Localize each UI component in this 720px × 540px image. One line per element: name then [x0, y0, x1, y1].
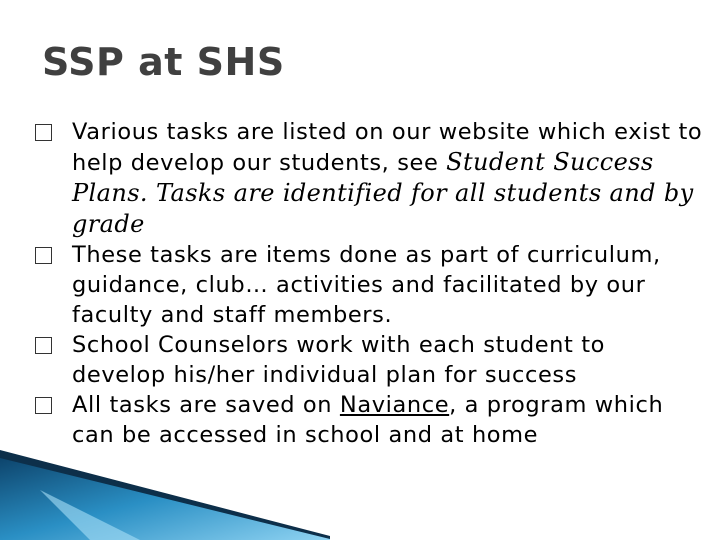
bullet-item [35, 240, 705, 330]
bullet-marker-icon [35, 124, 52, 141]
bullet-text: School Counselors work with each student to develop his/her individual plan for success [72, 332, 606, 388]
bullet-text: Various tasks are listed on our website which exist to help develop our students, see [72, 119, 703, 176]
bullet-italic-text: Student Success Plans. Tasks are identified for all students and by grade [72, 148, 694, 238]
bullet-marker-icon [35, 397, 52, 414]
bullet-item [35, 117, 705, 240]
bullet-marker-icon [35, 247, 52, 264]
naviance-link[interactable]: Naviance [339, 392, 450, 418]
bullet-item [35, 330, 705, 390]
bullet-item [35, 390, 705, 450]
slide-title: SSP at SHS [42, 40, 285, 84]
bullet-list [35, 117, 705, 450]
bullet-text: All tasks are saved on [72, 392, 340, 418]
corner-swoosh-decoration [0, 450, 330, 540]
bullet-text: These tasks are items done as part of curriculum, guidance, club… activities and facilitated by our faculty and staff members. [72, 242, 661, 328]
bullet-text: , a program which can be accessed in school and at home [72, 392, 664, 448]
bullet-marker-icon [35, 337, 52, 354]
